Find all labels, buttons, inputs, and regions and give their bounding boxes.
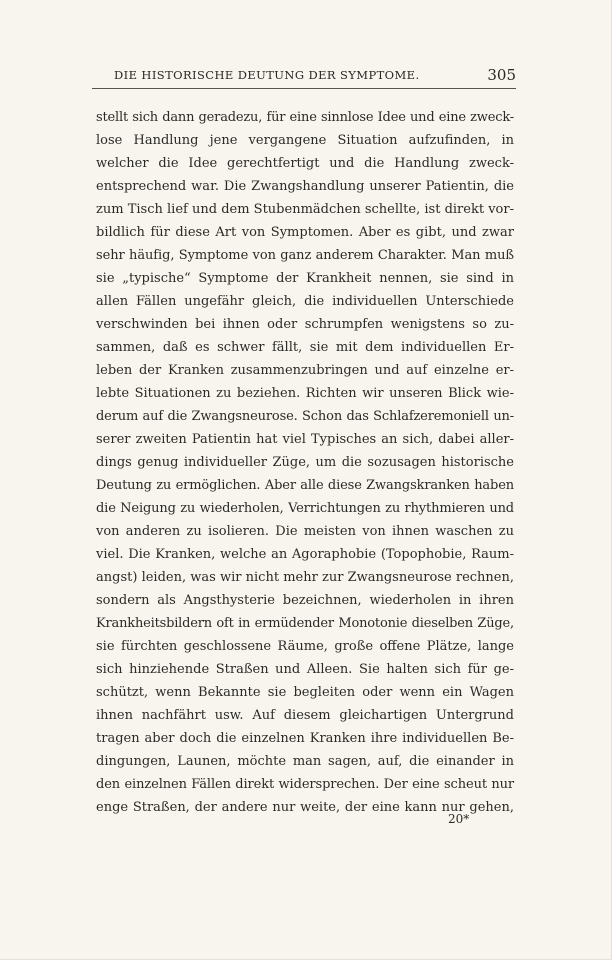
text-line: sammen, daß es schwer fällt, sie mit dem individuellen Er- — [96, 340, 514, 355]
text-line: verschwinden bei ihnen oder schrumpfen wenigstens so zu- — [96, 317, 514, 332]
page-number: 305 — [487, 66, 516, 84]
text-line: ihnen nachfährt usw. Auf diesem gleichartigen Untergrund — [96, 708, 514, 723]
printer-signature: 20* — [448, 812, 470, 826]
text-line: sondern als Angsthysterie bezeichnen, wiederholen in ihren — [96, 593, 514, 608]
text-line: angst) leiden, was wir nicht mehr zur Zwangsneurose rechnen, — [96, 570, 514, 585]
text-line: sehr häufig, Symptome von ganz anderem Charakter. Man muß — [96, 248, 514, 263]
text-line: Krankheitsbildern oft in ermüdender Monotonie dieselben Züge, — [96, 616, 514, 631]
text-line: entsprechend war. Die Zwangshandlung unserer Patientin, die — [96, 179, 514, 194]
header-rule — [92, 88, 516, 89]
text-line: serer zweiten Patientin hat viel Typisches an sich, dabei aller- — [96, 432, 514, 447]
text-line: viel. Die Kranken, welche an Agoraphobie (Topophobie, Raum- — [96, 547, 514, 562]
text-line: allen Fällen ungefähr gleich, die individuellen Unterschiede — [96, 294, 514, 309]
text-line: leben der Kranken zusammenzubringen und auf einzelne er- — [96, 363, 514, 378]
text-line: dings genug individueller Züge, um die sozusagen historische — [96, 455, 514, 470]
body-text — [96, 106, 514, 819]
text-line: derum auf die Zwangsneurose. Schon das Schlafzeremoniell un- — [96, 409, 514, 424]
text-line: stellt sich dann geradezu, für eine sinnlose Idee und eine zweck- — [96, 110, 514, 125]
text-line: lebte Situationen zu beziehen. Richten wir unseren Blick wie- — [96, 386, 514, 401]
text-line: die Neigung zu wiederholen, Verrichtungen zu rhythmieren und — [96, 501, 514, 516]
page-header — [92, 66, 516, 86]
text-line: sie „typische“ Symptome der Krankheit nennen, sie sind in — [96, 271, 514, 286]
text-line: welcher die Idee gerechtfertigt und die Handlung zweck- — [96, 156, 514, 171]
text-line: zum Tisch lief und dem Stubenmädchen schellte, ist direkt vor- — [96, 202, 514, 217]
text-line: dingungen, Launen, möchte man sagen, auf, die einander in — [96, 754, 514, 769]
text-line: tragen aber doch die einzelnen Kranken ihre individuellen Be- — [96, 731, 514, 746]
text-line: sie fürchten geschlossene Räume, große offene Plätze, lange — [96, 639, 514, 654]
text-line: schützt, wenn Bekannte sie begleiten oder wenn ein Wagen — [96, 685, 514, 700]
text-line: den einzelnen Fällen direkt widersprechen. Der eine scheut nur — [96, 777, 514, 792]
text-line: bildlich für diese Art von Symptomen. Aber es gibt, und zwar — [96, 225, 514, 240]
text-line: enge Straßen, der andere nur weite, der eine kann nur gehen, — [96, 800, 514, 815]
text-line: Deutung zu ermöglichen. Aber alle diese Zwangskranken haben — [96, 478, 514, 493]
text-line: lose Handlung jene vergangene Situation aufzufinden, in — [96, 133, 514, 148]
running-head: DIE HISTORISCHE DEUTUNG DER SYMPTOME. — [114, 68, 420, 82]
text-line: von anderen zu isolieren. Die meisten von ihnen waschen zu — [96, 524, 514, 539]
text-line: sich hinziehende Straßen und Alleen. Sie halten sich für ge- — [96, 662, 514, 677]
